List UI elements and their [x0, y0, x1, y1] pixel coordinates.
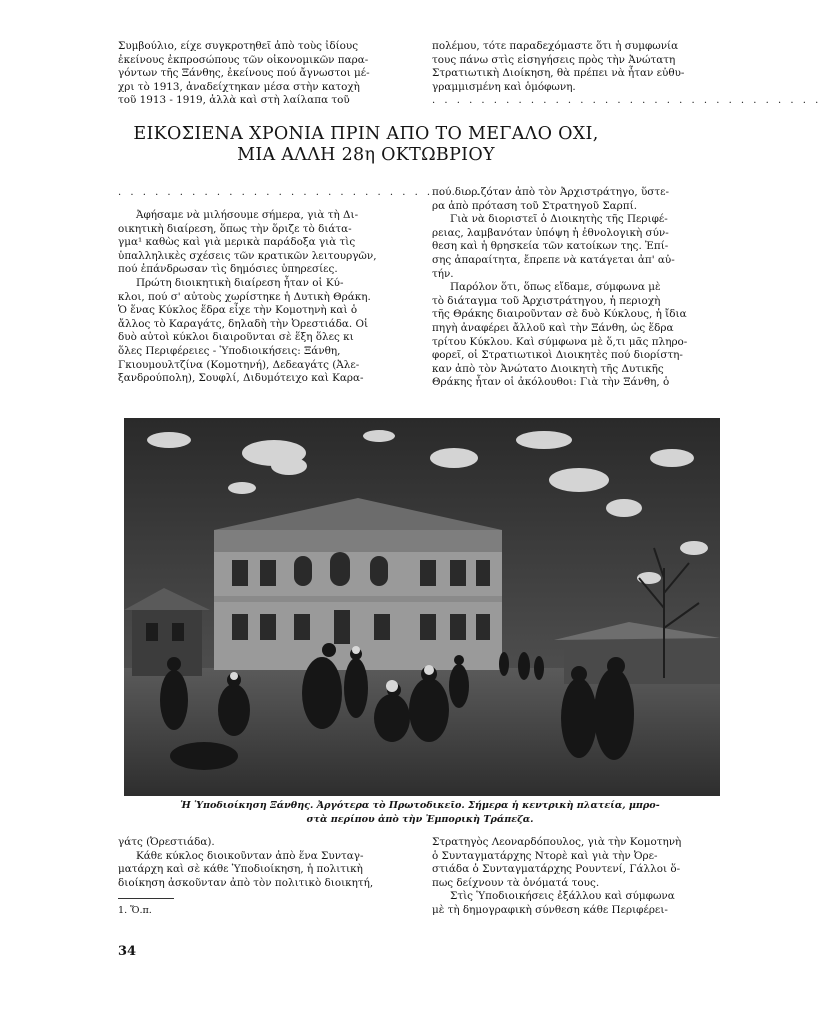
- text-line: ὁ Συνταγματάρχης Ντορὲ καὶ γιὰ τὴν Ὀρε-: [432, 849, 658, 862]
- text-line: κλοι, πού σ' αὐτοὺς χωρίστηκε ἡ Δυτικὴ Θράκη.: [118, 290, 371, 303]
- text-line: ἐκείνους ἐκπροσώπους τῶν οἰκονομικῶν παρα-: [118, 53, 369, 66]
- paragraph: [118, 836, 406, 850]
- bottom-left-column: [118, 836, 406, 890]
- title-line-1: ΕΙΚΟΣΙΕΝΑ ΧΡΟΝΙΑ ΠΡΙΝ ΑΠΟ ΤΟ ΜΕΓΑΛΟ ΟΧΙ,: [133, 124, 599, 144]
- text-line: τήν.: [432, 267, 454, 280]
- text-line: Πρώτη διοικητικὴ διαίρεση ἦταν οἱ Κύ-: [136, 276, 344, 289]
- paragraph: [432, 281, 722, 390]
- text-line: γάτς (Ὀρεστιάδα).: [118, 836, 215, 848]
- text-line: πολέμου, τότε παραδεχόμαστε ὅτι ἡ συμφωνία: [432, 40, 679, 52]
- text-line: τρίτου Κύκλου. Καὶ σύμφωνα μὲ ὅ,τι μᾶς πληρο-: [432, 335, 688, 348]
- ellipsis-divider: . . . . . . . . . . . . . . . . . . . . . . . . . . . . . . . .: [432, 95, 821, 107]
- text-line: καν ἀπὸ τὸν Ἀνώτατο Διοικητὴ τῆς Δυτικῆς: [432, 362, 664, 375]
- text-line: Στρατιωτικὴ Διοίκηση, θὰ πρέπει νὰ ἦταν εὐθυ-: [432, 67, 685, 80]
- text-line: μὲ τὴ δημογραφικὴ σύνθεση κάθε Περιφέρει-: [432, 903, 668, 916]
- text-line: ὑπαλληλικὲς σχέσεις τῶν κρατικῶν λειτουργῶν,: [118, 249, 377, 262]
- paragraph: [118, 850, 406, 891]
- text-line: ἄλλος τὸ Καραγάτς, δηλαδὴ τὴν Ὀρεστιάδα. Οἱ: [118, 317, 369, 330]
- text-line: πως δείχνουν τὰ ὀνόματά τους.: [432, 876, 600, 889]
- text-line: Κάθε κύκλος διοικοῦνταν ἀπὸ ἕνα Συνταγ-: [136, 849, 364, 862]
- paragraph: [432, 890, 722, 917]
- text-line: οικητικὴ διαίρεση, ὅπως τὴν ὅριζε τὸ διάτα-: [118, 222, 352, 235]
- text-line: Στρατηγὸς Λεοναρδόπουλος, γιὰ τὴν Κομοτηνὴ: [432, 836, 682, 848]
- text-line: διοίκηση ἀσκοῦνταν ἀπὸ τὸν πολιτικὸ διοικητή,: [118, 876, 374, 889]
- text-line: ματάρχη καὶ σὲ κάθε Ὑποδιοίκηση, ἡ πολιτικὴ: [118, 863, 363, 876]
- paragraph: [432, 836, 722, 890]
- historic-photograph: [124, 418, 720, 796]
- paragraph: [118, 209, 406, 277]
- text-line: γμα¹ καθὼς καὶ γιὰ μερικὰ παράδοξα γιὰ τὶς: [118, 236, 356, 249]
- text-line: Γιὰ νὰ διοριστεῖ ὁ Διοικητὴς τῆς Περιφέ-: [450, 213, 668, 226]
- ellipsis-divider: . . . . . . . . . . . . . . . . . . . . . . . . . . . . . . . .: [118, 187, 508, 198]
- text-line: πού διορ.ζόταν ἀπὸ τὸν Ἀρχιστράτηγο, ὕστε-: [432, 186, 670, 198]
- text-line: τῆς Θράκης διαιροῦνταν σὲ δυὸ Κύκλους, ἡ ἴδια: [432, 308, 687, 321]
- text-line: φορεῖ, οἱ Στρατιωτικοὶ Διοικητὲς πού διορίστη-: [432, 349, 683, 362]
- caption-line-2: στὰ περίπου ἀπὸ τὴν Ἐμπορικὴ Τράπεζα.: [306, 813, 534, 825]
- text-line: γόντων τῆς Ξάνθης, ἐκείνους πού ἄγνωστοι μέ-: [118, 67, 370, 80]
- text-line: τοῦ 1913 - 1919, ἀλλὰ καὶ στὴ λαίλαπα τοῦ: [118, 94, 350, 107]
- top-left-column: [118, 40, 406, 108]
- paragraph: [432, 186, 722, 213]
- caption-line-1: Ἡ Ὑποδιοίκηση Ξάνθης. Ἀργότερα τὸ Πρωτοδικεῖο. Σήμερα ἡ κεντρικὴ πλατεία, μπρο-: [180, 800, 660, 811]
- article-title: [0, 124, 732, 166]
- text-line: θεση καὶ ἡ θρησκεία τῶν κατοίκων της. Ἐπί-: [432, 240, 669, 253]
- text-line: ὅλες Περιφέρειες - Ὑποδιοικήσεις: Ξάνθη,: [118, 344, 341, 357]
- paragraph: [118, 277, 406, 386]
- text-line: Στὶς Ὑποδιοικήσεις ἐξάλλου καὶ σύμφωνα: [450, 890, 675, 903]
- text-line: ρειας, λαμβανόταν ὑπόψη ἡ ἐθνολογικὴ σύν-: [432, 226, 669, 239]
- text-line: σης ἀπαραίτητα, ἔπρεπε νὰ κατάγεται ἀπ' αὐ-: [432, 253, 675, 266]
- footnote: 1. Ὅ.π.: [118, 905, 152, 916]
- text-line: Ὁ ἕνας Κύκλος ἕδρα εἶχε τὴν Κομοτηνὴ καὶ ὁ: [118, 304, 358, 317]
- middle-right-column: [432, 186, 722, 390]
- photo-caption: [140, 799, 700, 826]
- paragraph: [432, 213, 722, 281]
- text-line: ξανδρούπολη), Σουφλί, Διδυμότειχο καὶ Καρα-: [118, 372, 364, 385]
- text-line: τὸ διάταγμα τοῦ Ἀρχιστράτηγου, ἡ περιοχὴ: [432, 294, 661, 307]
- text-line: χρι τὸ 1913, ἀναδείχτηκαν μέσα στὴν κατοχὴ: [118, 80, 360, 93]
- footnote-rule: [118, 898, 174, 899]
- page-number: 34: [118, 944, 137, 959]
- bottom-right-column: [432, 836, 722, 918]
- text-line: Θράκης ἦταν οἱ ἀκόλουθοι: Γιὰ τὴν Ξάνθη, ὁ: [432, 376, 670, 389]
- text-line: Ἀφήσαμε νὰ μιλήσουμε σήμερα, γιὰ τὴ Δι-: [136, 209, 359, 221]
- text-line: πηγὴ ἀναφέρει ἄλλοῦ καὶ τὴν Ξάνθη, ὡς ἕδρα: [432, 321, 674, 334]
- text-line: Γκιουμουλτζίνα (Κομοτηνή), Δεδεαγάτς (Ἀλε-: [118, 358, 360, 371]
- top-right-column: [432, 40, 821, 107]
- text-line: στιάδα ὁ Συνταγματάρχης Ρουντενί, Γάλλοι ὅ-: [432, 863, 681, 876]
- text-line: Συμβούλιο, είχε συγκροτηθεῖ ἀπὸ τοὺς ἰδίους: [118, 40, 359, 52]
- text-line: Παρόλον ὅτι, ὅπως εἴδαμε, σύμφωνα μὲ: [450, 281, 661, 294]
- text-line: ρα ἀπὸ πρόταση τοῦ Στρατηγοῦ Σαρπί.: [432, 199, 637, 212]
- text-line: τους πάνω στὶς εἰσηγήσεις πρὸς τὴν Ἀνώτατη: [432, 53, 676, 66]
- text-line: πού ἐπάνδρωσαν τὶς δημόσιες ὑπηρεσίες.: [118, 263, 338, 276]
- title-line-2: ΜΙΑ ΑΛΛΗ 28η ΟΚΤΩΒΡΙΟΥ: [237, 145, 495, 165]
- text-line: δυὸ αὐτοὶ κύκλοι διαιροῦνται σὲ ἕξη ὅλες κι: [118, 331, 354, 344]
- text-line: γραμμισμένη καὶ ὁμόφωνη.: [432, 80, 576, 93]
